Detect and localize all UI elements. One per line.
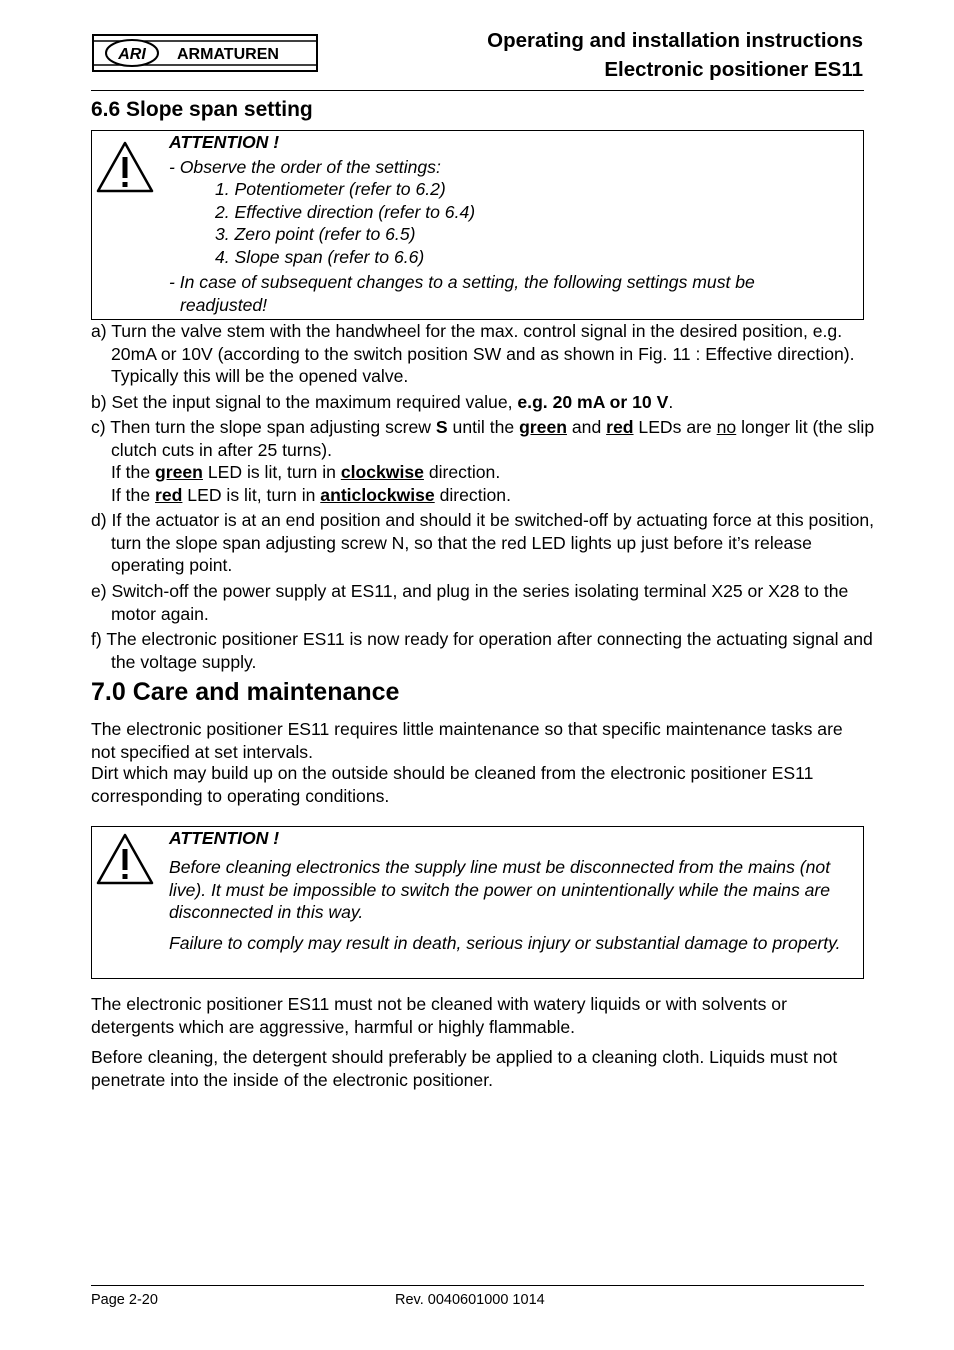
warning-triangle-icon	[96, 141, 154, 193]
attention-box-cleaning	[91, 826, 864, 979]
attention-intro: - Observe the order of the settings:	[169, 157, 441, 177]
attention-title: ATTENTION !	[169, 828, 280, 848]
step-c: c) Then turn the slope span adjusting screw S until the green and red LEDs are no longer lit (the slip clutch cuts in after 25 turns). If the green LED is lit, turn in clockwise direction. If the red LED is lit, turn in anticlockwise direction.	[91, 417, 875, 505]
attention-cleaning-text-2: Failure to comply may result in death, serious injury or substantial damage to property.	[169, 933, 841, 953]
setting-step-2: 2. Effective direction (refer to 6.4)	[215, 202, 476, 222]
step-a: a) Turn the valve stem with the handwheel for the max. control signal in the desired position, e.g. 20mA or 10V (according to the switch position SW and as shown in Fig. 11 : Effective direction). Typically this will be the opened valve.	[91, 321, 855, 387]
attention-note-line-1: - In case of subsequent changes to a setting, the following settings must be	[169, 272, 755, 292]
maintenance-paragraph-1: The electronic positioner ES11 requires little maintenance so that specific maintenance tasks are not specified at set intervals.	[91, 719, 843, 762]
step-b: b) Set the input signal to the maximum required value, e.g. 20 mA or 10 V.	[91, 392, 674, 412]
svg-text:ARI: ARI	[118, 46, 146, 63]
step-d: d) If the actuator is at an end position and should it be switched-off by actuating force at this position, turn the slope span adjusting screw N, so that the red LED lights up just before it’s release operating point.	[91, 510, 875, 576]
svg-text:ARMATUREN: ARMATUREN	[177, 46, 279, 63]
attention-box-settings	[91, 130, 864, 320]
page-number: Page 2-20	[91, 1292, 158, 1308]
setting-step-4: 4. Slope span (refer to 6.6)	[215, 247, 425, 267]
setting-step-1: 1. Potentiometer (refer to 6.2)	[215, 179, 446, 199]
attention-title: ATTENTION !	[169, 132, 280, 152]
section-heading-7-0: 7.0 Care and maintenance	[91, 678, 400, 706]
warning-triangle-icon	[96, 833, 154, 885]
maintenance-paragraph-2: Dirt which may build up on the outside should be cleaned from the electronic positioner ES11 corresponding to operating conditions.	[91, 763, 814, 806]
section-heading-6-6: 6.6 Slope span setting	[91, 98, 313, 121]
setting-step-3: 3. Zero point (refer to 6.5)	[215, 224, 416, 244]
footer-divider	[91, 1285, 864, 1286]
attention-note-line-2: readjusted!	[180, 295, 268, 315]
header-divider	[91, 90, 864, 91]
document-title	[487, 26, 863, 84]
ari-armaturen-logo	[92, 34, 318, 72]
step-e: e) Switch-off the power supply at ES11, and plug in the series isolating terminal X25 or X28 to the motor again.	[91, 581, 849, 624]
step-f: f) The electronic positioner ES11 is now ready for operation after connecting the actuating signal and the voltage supply.	[91, 629, 873, 672]
attention-cleaning-text-1: Before cleaning electronics the supply line must be disconnected from the mains (not live). It must be impossible to switch the power on unintentionally while the mains are disconnected in this way.	[169, 857, 831, 923]
maintenance-paragraph-3: The electronic positioner ES11 must not be cleaned with watery liquids or with solvents or detergents which are aggressive, harmful or highly flammable.	[91, 994, 787, 1037]
maintenance-paragraph-4: Before cleaning, the detergent should preferably be applied to a cleaning cloth. Liquids must not penetrate into the inside of the electronic positioner.	[91, 1047, 838, 1090]
title-line-2: Electronic positioner ES11	[604, 58, 863, 81]
title-line-1: Operating and installation instructions	[487, 29, 863, 52]
revision-number: Rev. 0040601000 1014	[395, 1292, 545, 1308]
